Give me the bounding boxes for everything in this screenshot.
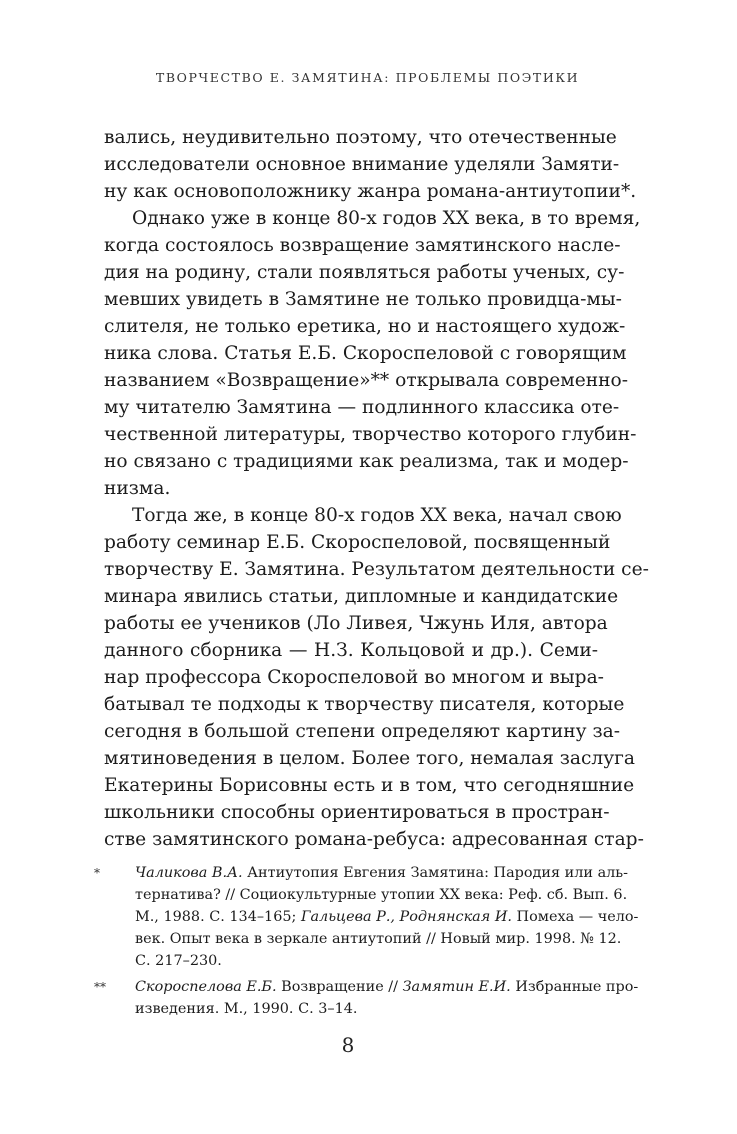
footnote-mark: * (94, 866, 100, 880)
body-line: низма. (104, 478, 171, 499)
footnote-text: М., 1988. С. 134–165; (135, 909, 301, 925)
footnote-line (135, 884, 628, 906)
footnote-line (135, 928, 622, 950)
body-line: исследователи основное внимание уделяли Замяти- (104, 154, 620, 175)
body-line: Тогда же, в конце 80-х годов XX века, начал свою (132, 505, 622, 526)
body-line: Однако уже в конце 80-х годов XX века, в то время, (132, 208, 641, 229)
body-line: батывал те подходы к творчеству писателя, которые (104, 694, 625, 715)
body-line: ника слова. Статья Е.Б. Скороспеловой с говорящим (104, 343, 627, 364)
body-line: ну как основоположнику жанра романа-антиутопии*. (104, 181, 637, 202)
body-line: чественной литературы, творчество которого глубин- (104, 424, 637, 445)
body-line: данного сборника — Н.З. Кольцовой и др.). Семи- (104, 640, 598, 661)
footnote-text: Возвращение // (276, 979, 403, 995)
footnote-text: С. 217–230. (135, 953, 222, 969)
footnote-author: Скороспелова Е.Б. (135, 979, 277, 995)
page-number: 8 (341, 1033, 355, 1057)
footnote-mark: ** (94, 980, 106, 994)
footnote-line (135, 862, 628, 884)
body-line: му читателю Замятина — подлинного классика оте- (104, 397, 620, 418)
body-line: работу семинар Е.Б. Скороспеловой, посвященный (104, 532, 611, 553)
footnote-line (135, 976, 639, 998)
body-line: стве замятинского романа-ребуса: адресованная стар- (104, 829, 644, 850)
footnote-text: Антиутопия Евгения Замятина: Пародия или аль- (242, 865, 628, 881)
body-line: названием «Возвращение»** открывала современно- (104, 370, 629, 391)
footnote-text: тернатива? // Социокультурные утопии XX века: Реф. сб. Вып. 6. (135, 887, 628, 903)
body-line: сегодня в большой степени определяют картину за- (104, 721, 621, 742)
body-line: мевших увидеть в Замятине не только провидца-мы- (104, 289, 622, 310)
running-head: ТВОРЧЕСТВО Е. ЗАМЯТИНА: ПРОБЛЕМЫ ПОЭТИКИ (155, 70, 580, 85)
body-line: Екатерины Борисовны есть и в том, что сегодняшние (104, 775, 635, 796)
footnote-text: век. Опыт века в зеркале антиутопий // Новый мир. 1998. № 12. (135, 931, 622, 947)
footnote-text: изведения. М., 1990. С. 3–14. (135, 1001, 358, 1017)
body-line: работы ее учеников (Ло Ливея, Чжунь Иля, автора (104, 613, 608, 634)
body-line: вались, неудивительно поэтому, что отечественные (104, 127, 617, 148)
body-line: мятиноведения в целом. Более того, немалая заслуга (104, 748, 635, 769)
footnote-text: Помеха — чело- (511, 909, 639, 925)
footnote-line (135, 906, 639, 928)
body-line: слителя, не только еретика, но и настоящего худож- (104, 316, 626, 337)
body-line: когда состоялось возвращение замятинского насле- (104, 235, 621, 256)
body-line: но связано с традициями как реализма, так и модер- (104, 451, 629, 472)
body-line: творчеству Е. Замятина. Результатом деятельности се- (104, 559, 649, 580)
body-line: школьники способны ориентироваться в простран- (104, 802, 610, 823)
footnote-line (135, 950, 598, 972)
body-line: минара явились статьи, дипломные и кандидатские (104, 586, 619, 607)
footnote-author: Замятин Е.И. (402, 979, 511, 995)
footnote-author: Чаликова В.А. (135, 865, 243, 881)
footnote-line (135, 998, 598, 1020)
footnote-author: Гальцева Р., Роднянская И. (300, 909, 512, 925)
body-line: дия на родину, стали появляться работы ученых, су- (104, 262, 625, 283)
body-line: нар профессора Скороспеловой во многом и выра- (104, 667, 604, 688)
footnote-text: Избранные про- (510, 979, 639, 995)
